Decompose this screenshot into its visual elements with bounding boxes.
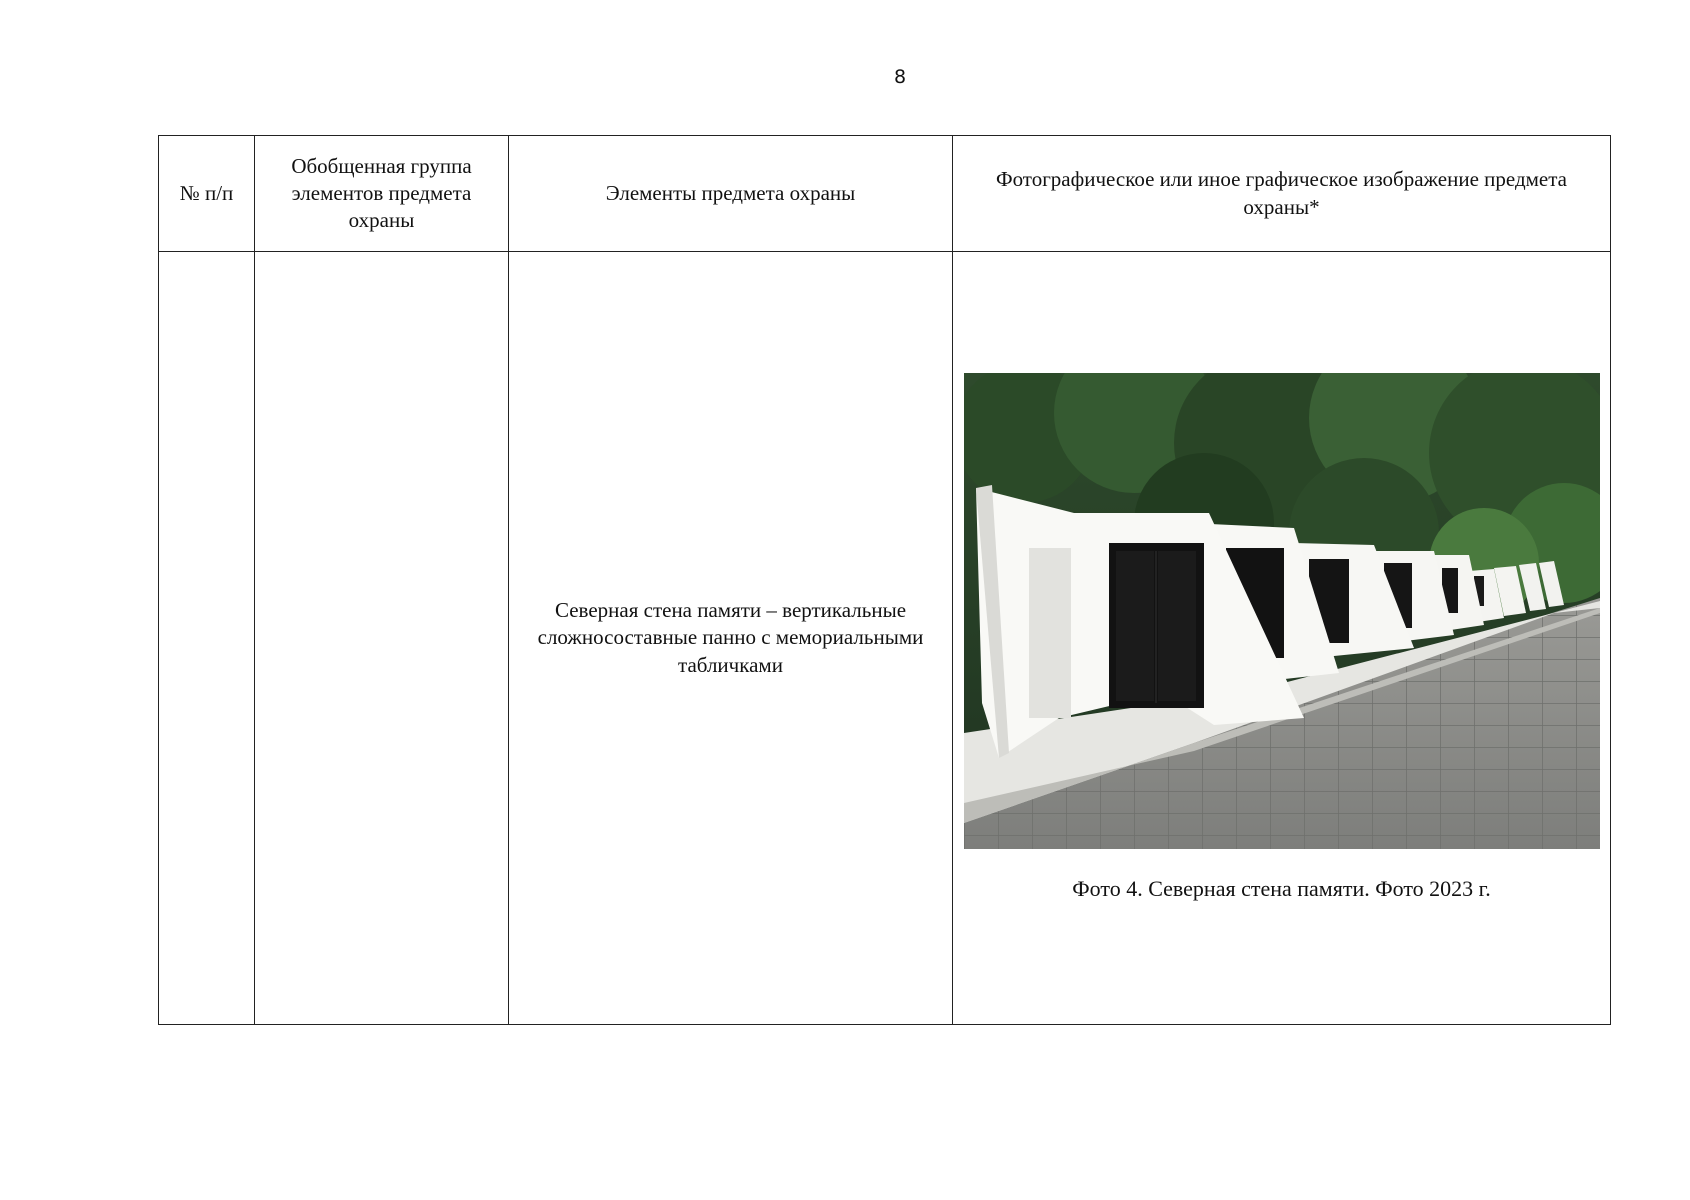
header-group: Обобщенная группа элементов предмета охраны xyxy=(255,136,509,252)
cell-num xyxy=(159,252,255,1025)
header-num: № п/п xyxy=(159,136,255,252)
page-number: 8 xyxy=(893,66,907,88)
header-elements: Элементы предмета охраны xyxy=(509,136,953,252)
cell-elements: Северная стена памяти – вертикальные сложносоставные панно с мемориальными табличками xyxy=(509,252,953,1025)
table-row xyxy=(159,252,1611,1025)
cell-photo xyxy=(953,252,1611,1025)
photo-caption: Фото 4. Северная стена памяти. Фото 2023 г. xyxy=(1072,875,1491,901)
cell-group xyxy=(255,252,509,1025)
table-header-row xyxy=(159,136,1611,252)
header-photo: Фотографическое или иное графическое изображение предмета охраны* xyxy=(953,136,1611,252)
memorial-wall-photo xyxy=(964,373,1600,849)
protection-elements-table xyxy=(158,135,1611,1025)
